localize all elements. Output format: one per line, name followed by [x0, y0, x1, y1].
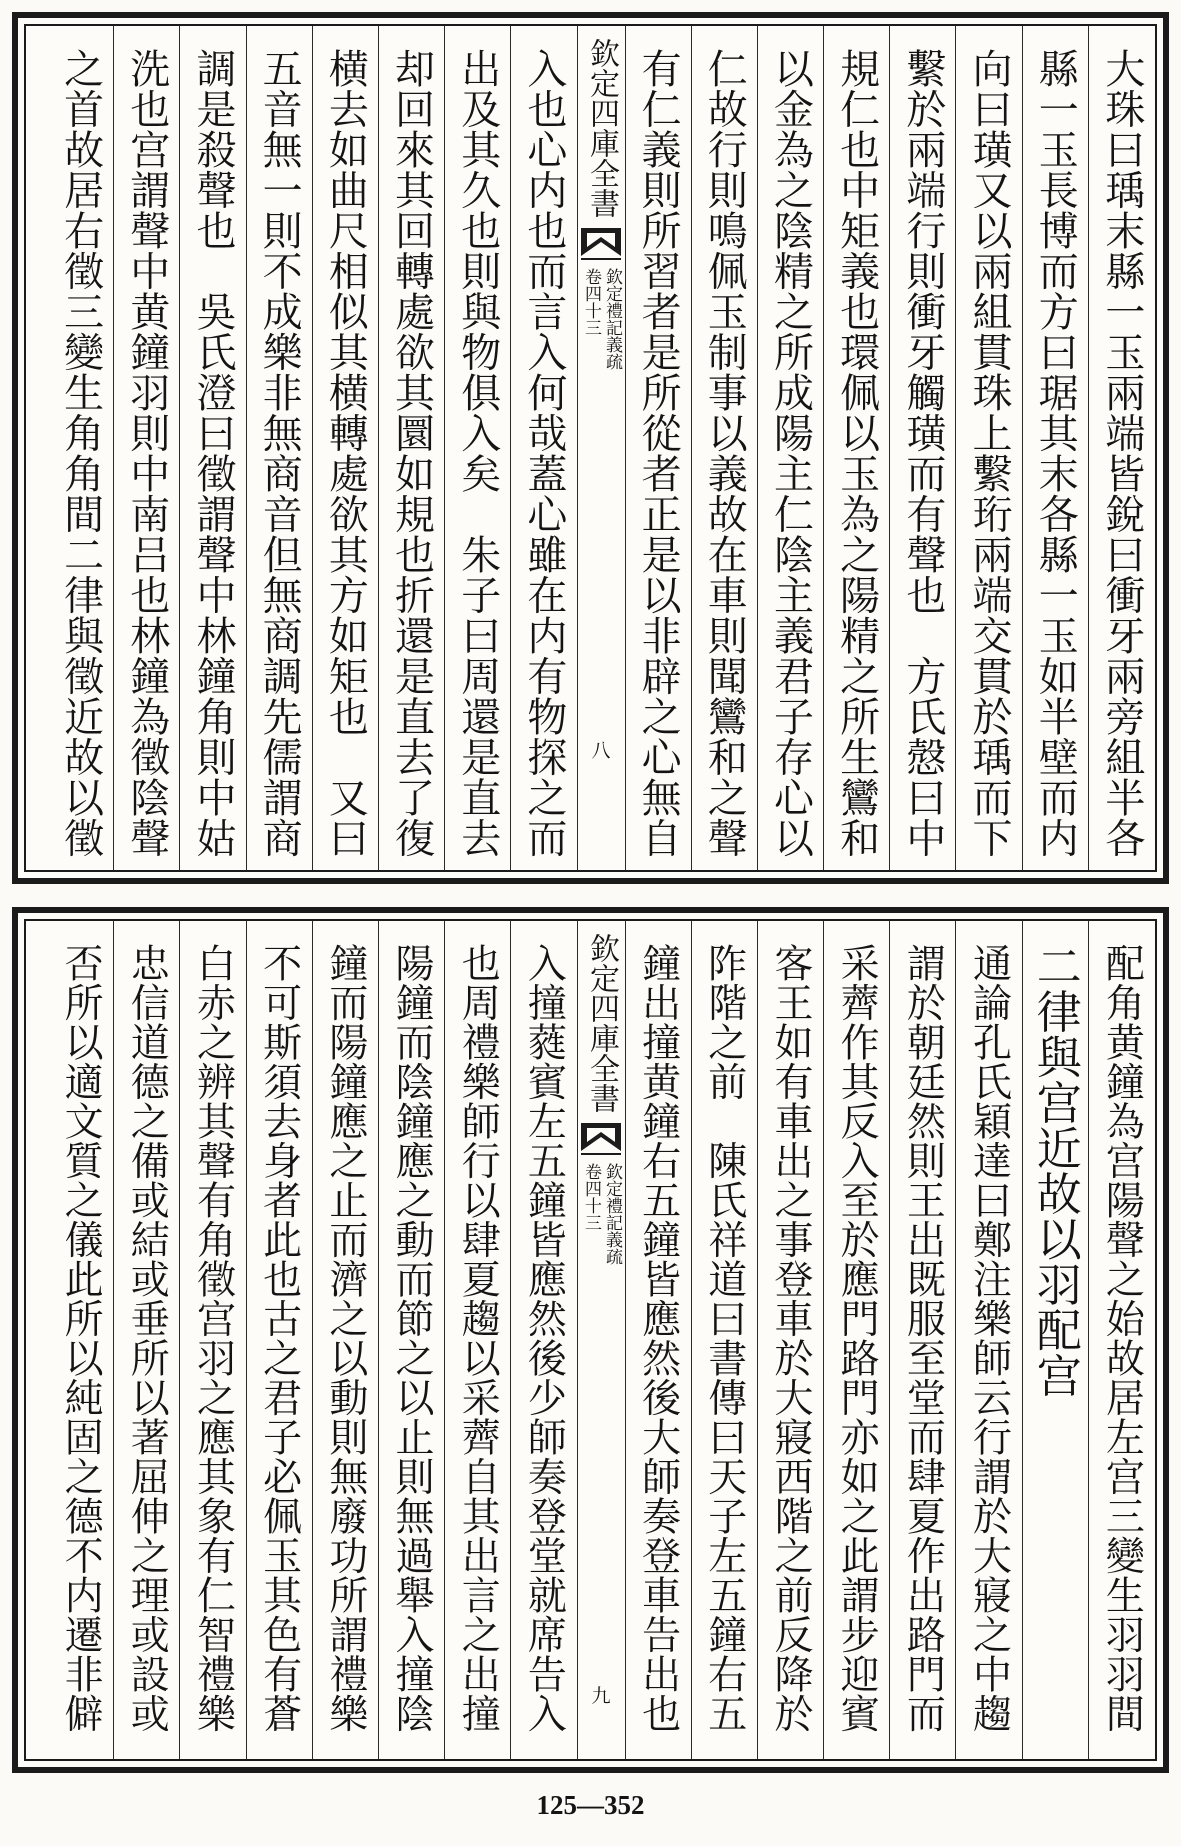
gutter-book-title: 欽定禮記義疏 — [602, 1163, 622, 1265]
bottom-page-frame — [12, 907, 1169, 1773]
bottom-page-text-column — [511, 921, 577, 1759]
column-text: 陽鐘而陰鐘應之動而節之以止則無過舉入撞陰 — [389, 943, 435, 1733]
top-page-text-column — [180, 26, 246, 870]
column-text: 調是殺聲也 吳氏澄曰徵謂聲中林鐘角則中姑 — [189, 48, 236, 858]
bottom-page-text-column — [824, 921, 890, 1759]
column-text: 鐘而陽鐘應之止而濟之以動則無廢功所謂禮樂 — [322, 943, 368, 1733]
top-page-columns — [24, 24, 1157, 872]
gutter-title: 欽定四庫全書 — [584, 933, 619, 1113]
column-text: 采薺作其反入至於應門路門亦如之此謂步迎賓 — [834, 943, 880, 1733]
column-text: 入也心内也而言入何哉蓋心雖在内有物探之而 — [520, 48, 567, 858]
column-text: 不可斯須去身者此也古之君子必佩玉其色有蒼 — [256, 943, 302, 1733]
fishtail-ornament-icon — [581, 228, 621, 262]
top-page-text-column — [313, 26, 379, 870]
gutter-book-title: 欽定禮記義疏 — [602, 268, 622, 370]
top-page-text-column — [1089, 26, 1155, 870]
gutter-page-number: 九 — [591, 1685, 611, 1707]
column-text: 否所以適文質之儀此所以純固之德不内遷非僻 — [58, 943, 104, 1733]
bottom-page-text-column — [692, 921, 758, 1759]
top-page-text-column — [1023, 26, 1089, 870]
column-text: 仁故行則鳴佩玉制事以義故在車則聞鸞和之聲 — [701, 48, 748, 858]
column-text: 也周禮樂師行以肆夏趨以采薺自其出言之出撞 — [455, 943, 501, 1733]
bottom-page-columns — [24, 919, 1157, 1761]
bottom-page-text-column — [114, 921, 180, 1759]
gutter-subtitle — [582, 268, 620, 370]
fishtail-ornament-icon — [581, 1123, 621, 1157]
top-page-text-column — [758, 26, 824, 870]
bottom-page-text-column — [379, 921, 445, 1759]
column-text: 忠信道德之備或結或垂所以著屈伸之理或設或 — [124, 943, 170, 1733]
column-text: 之首故居右徵三變生角角間二律與徵近故以徵 — [57, 48, 104, 858]
top-page-text-column — [445, 26, 511, 870]
top-page-text-column — [114, 26, 180, 870]
column-text: 謂於朝廷然則王出既服至堂而肆夏作出路門而 — [900, 943, 946, 1733]
top-page-text-column — [48, 26, 114, 870]
fishtail-mark — [581, 228, 621, 262]
gutter-page-number: 八 — [591, 740, 611, 762]
bottom-page-text-column — [445, 921, 511, 1759]
gutter-volume: 卷四十三 — [581, 1163, 601, 1231]
column-text: 縣一玉長博而方曰琚其末各縣一玉如半壁而内 — [1032, 48, 1079, 858]
column-text: 二律與宫近故以羽配宫 — [1028, 943, 1082, 1398]
top-page-frame — [12, 12, 1169, 884]
column-text: 大珠曰瑀末縣一玉兩端皆銳曰衝牙兩旁組半各 — [1098, 48, 1145, 858]
column-text: 五音無一則不成樂非無商音但無商調先儒謂商 — [256, 48, 303, 858]
column-text: 却回來其回轉處欲其圜如規也折還是直去了復 — [388, 48, 435, 858]
column-text: 向曰璜又以兩組貫珠上繫珩兩端交貫於瑀而下 — [966, 48, 1013, 858]
bottom-page-text-column — [247, 921, 313, 1759]
bottom-page-text-column — [758, 921, 824, 1759]
top-page-text-column — [511, 26, 577, 870]
column-text: 洗也宫謂聲中黄鐘羽則中南吕也林鐘為徵陰聲 — [123, 48, 170, 858]
column-text: 以金為之陰精之所成陽主仁陰主義君子存心以 — [767, 48, 814, 858]
column-text: 規仁也中矩義也環佩以玉為之陽精之所生鸞和 — [833, 48, 880, 858]
top-page-text-column — [379, 26, 445, 870]
column-text: 通論孔氏穎達曰鄭注樂師云行謂於大寢之中趨 — [966, 943, 1012, 1733]
bottom-page-text-column — [313, 921, 379, 1759]
top-page-gutter — [578, 26, 626, 870]
column-text: 繫於兩端行則衝牙觸璜而有聲也 方氏慤曰中 — [899, 48, 946, 858]
column-text: 客王如有車出之事登車於大寢西階之前反降於 — [767, 943, 813, 1733]
column-text: 阼階之前 陳氏祥道曰書傳曰天子左五鐘右五 — [701, 943, 747, 1733]
gutter-subtitle — [582, 1163, 620, 1265]
footer-page-code: 125—352 — [536, 1790, 645, 1820]
bottom-page-text-column — [890, 921, 956, 1759]
bottom-page-text-column — [48, 921, 114, 1759]
bottom-page-text-column — [1089, 921, 1155, 1759]
bottom-page-text-column — [626, 921, 692, 1759]
bottom-page-gutter — [578, 921, 626, 1759]
gutter-title: 欽定四庫全書 — [584, 38, 619, 218]
column-text: 有仁義則所習者是所從者正是以非辟之心無自 — [635, 48, 682, 858]
column-text: 鐘出撞黄鐘右五鐘皆應然後大師奏登車告出也 — [635, 943, 681, 1733]
top-page-text-column — [890, 26, 956, 870]
column-text: 白赤之辨其聲有角徵宫羽之應其象有仁智禮樂 — [190, 943, 236, 1733]
bottom-page-text-column — [180, 921, 246, 1759]
column-text: 出及其久也則與物俱入矣 朱子曰周還是直去 — [454, 48, 501, 858]
top-page-text-column — [824, 26, 890, 870]
fishtail-mark — [581, 1123, 621, 1157]
column-text: 配角黄鐘為宫陽聲之始故居左宫三變生羽羽間 — [1099, 943, 1145, 1733]
top-page-text-column — [247, 26, 313, 870]
bottom-page-text-column — [956, 921, 1022, 1759]
bottom-page-text-column — [1023, 921, 1089, 1759]
gutter-volume: 卷四十三 — [581, 268, 601, 336]
top-page-text-column — [956, 26, 1022, 870]
top-page-text-column — [692, 26, 758, 870]
top-page-text-column — [626, 26, 692, 870]
column-text: 横去如曲尺相似其横轉處欲其方如矩也 又曰 — [322, 48, 369, 858]
column-text: 入撞蕤賓左五鐘皆應然後少師奏登堂就席告入 — [521, 943, 567, 1733]
